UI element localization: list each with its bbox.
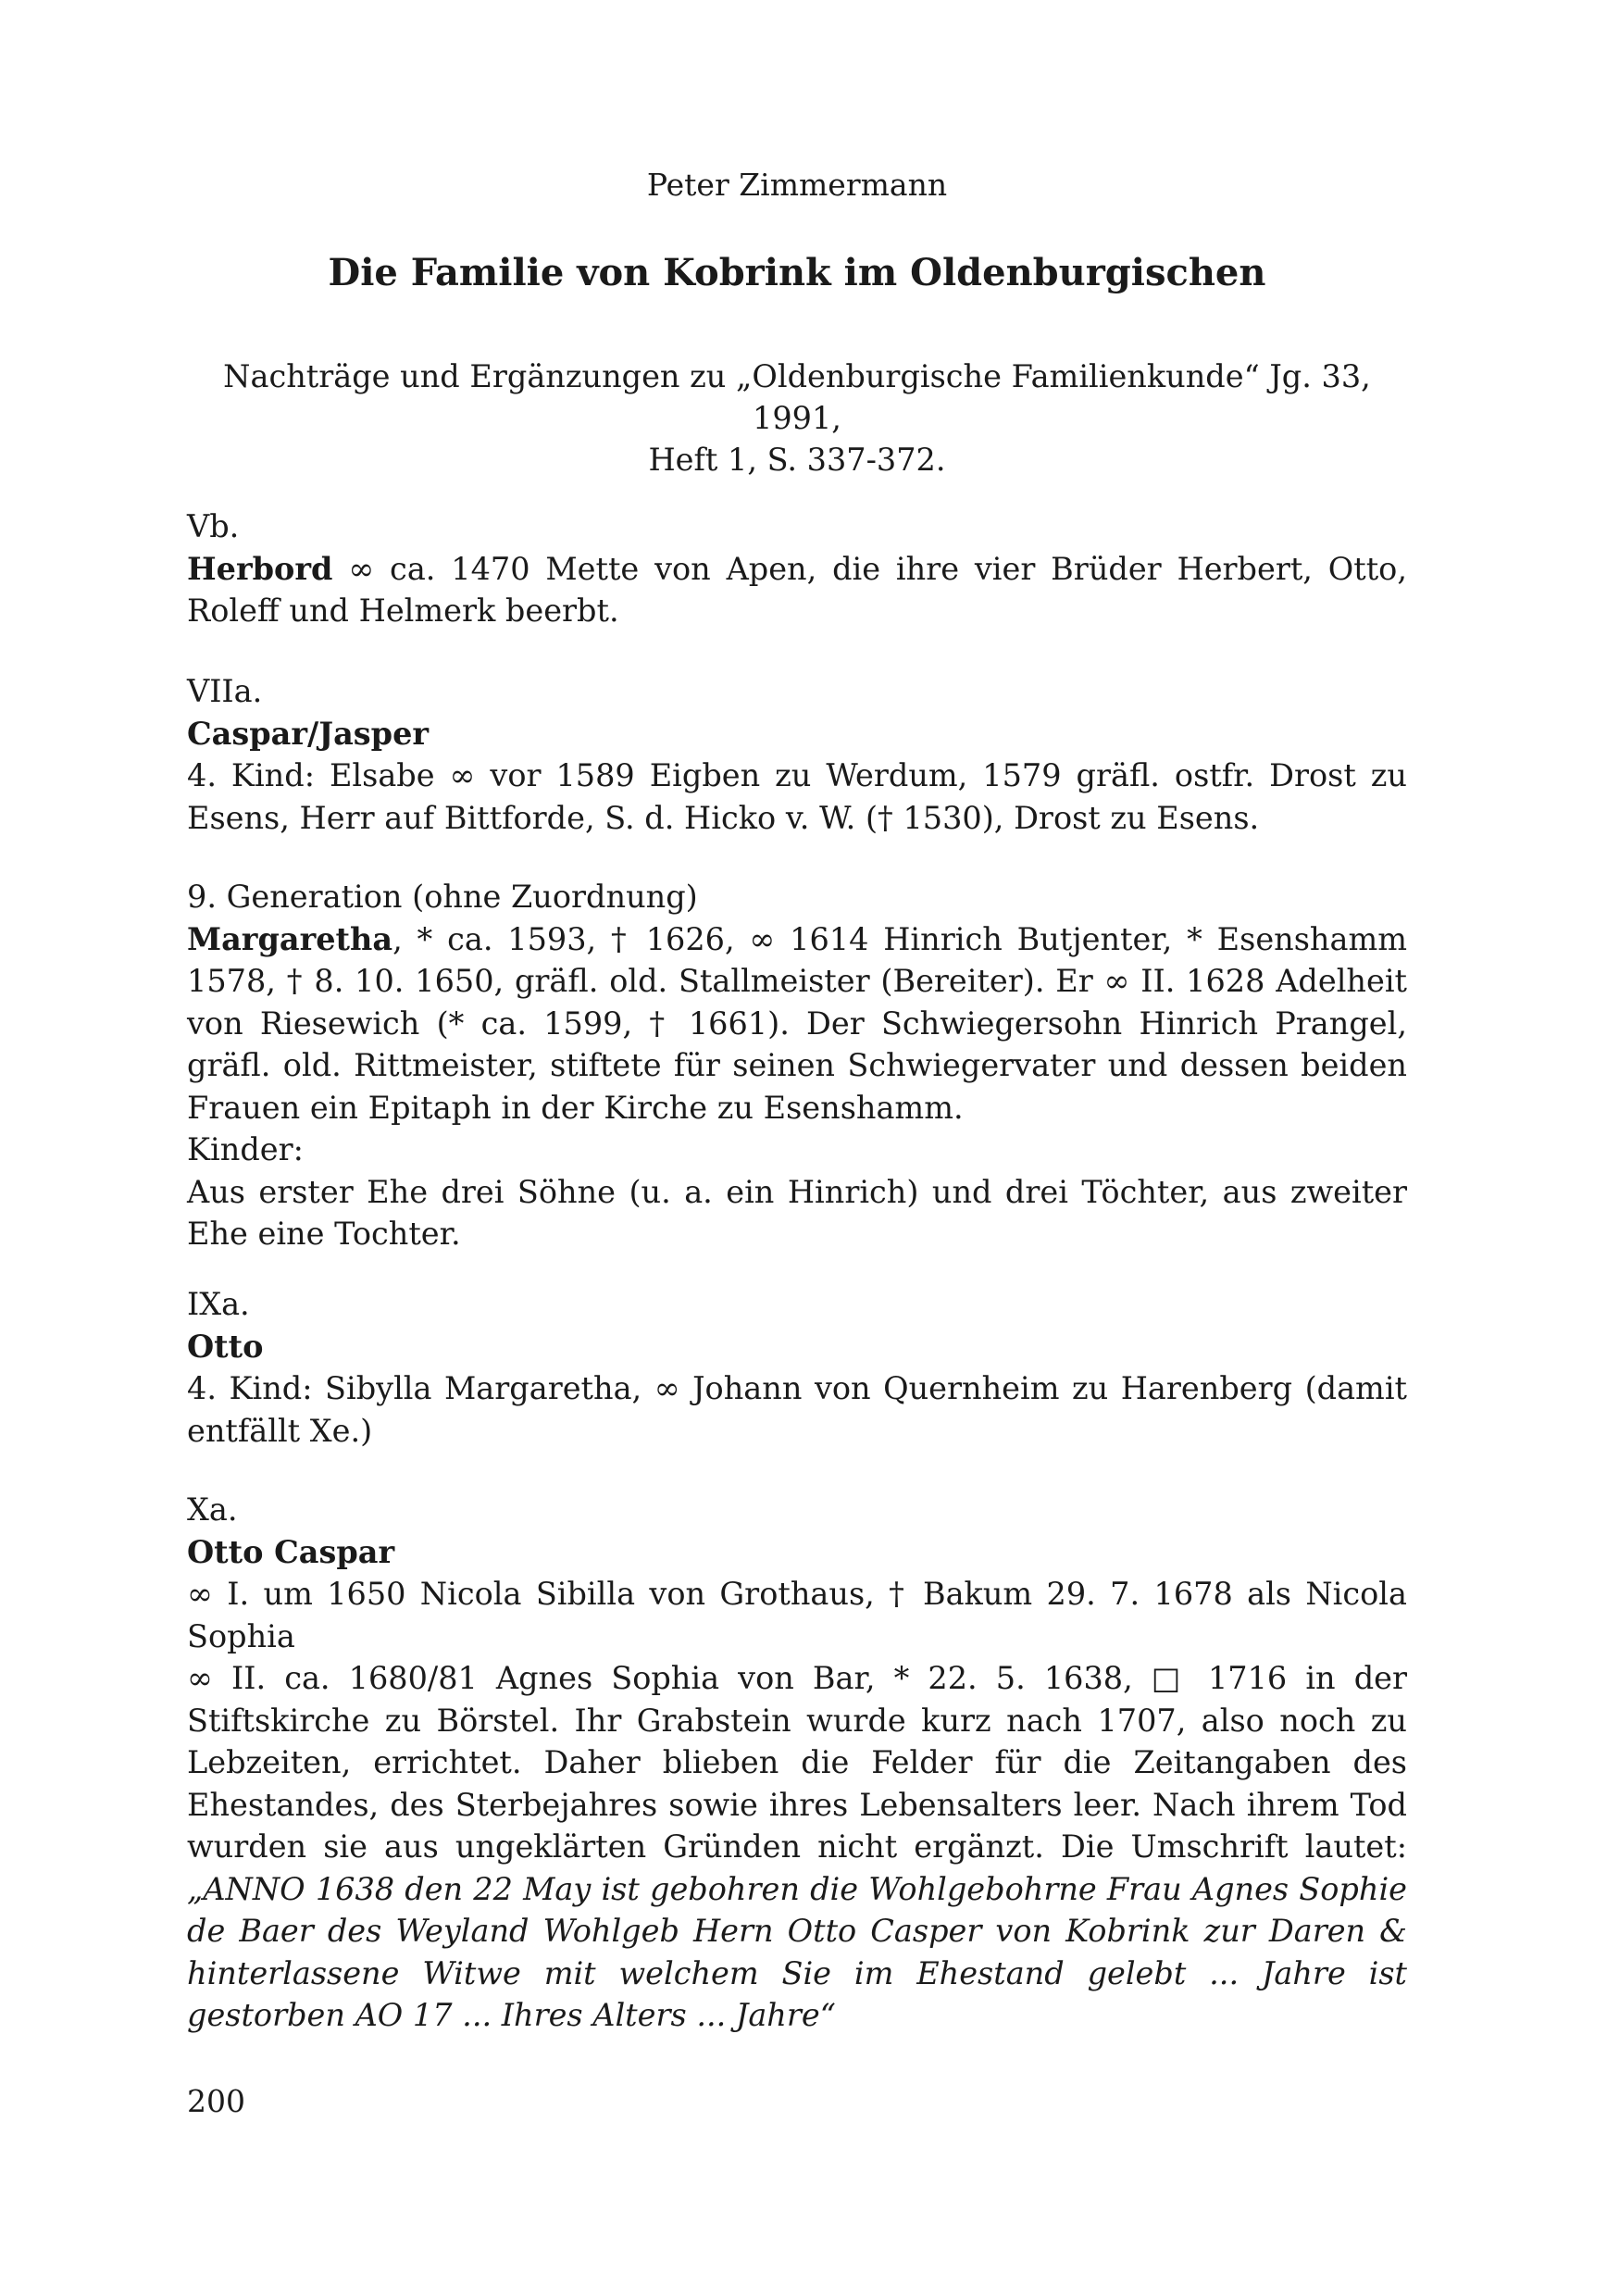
article-subtitle [187, 356, 1407, 480]
children-text: Aus erster Ehe drei Söhne (u. a. ein Hinrich) und drei Töchter, aus zweiter Ehe eine Tochter. [187, 1173, 1407, 1252]
section-text: 4. Kind: Sibylla Margaretha, ∞ Johann von Quernheim zu Harenberg (damit entfällt Xe.) [187, 1370, 1407, 1449]
inscription-quote: „ANNO 1638 den 22 May ist gebohren die Wohlgebohrne Frau Agnes Sophie de Baer des Weyland Wohlgeb Hern Otto Casper von Kobrink zur Daren & hinterlassene Witwe mit welchem Sie im Ehestand gelebt ... Jahre ist gestorben AO 17 ... Ihres Alters ... Jahre“ [187, 1870, 1407, 2033]
first-marriage-text: ∞ I. um 1650 Nicola Sibilla von Grothaus, † Bakum 29. 7. 1678 als Nicola Sophia [187, 1576, 1407, 1654]
section-text: ∞ ca. 1470 Mette von Apen, die ihre vier Brüder Herbert, Otto, Roleff und Helmerk beerbt. [187, 550, 1407, 629]
section-ixa [187, 1283, 1407, 1452]
section-xa [187, 1489, 1407, 2037]
second-marriage-text [187, 1657, 1407, 2037]
section-label: Xa. [187, 1491, 238, 1528]
section-label: Vb. [187, 508, 240, 544]
section-text: , * ca. 1593, † 1626, ∞ 1614 Hinrich Butjenter, * Esenshamm 1578, † 8. 10. 1650, gräfl. old. Stallmeister (Bereiter). Er ∞ II. 1628 Adelheit von Riesewich (* ca. 1599, † 1661). Der Schwiegersohn Hinrich Prangel, gräfl. old. Rittmeister, stiftete für seinen Schwiegervater und dessen beiden Frauen ein Epitaph in der Kirche zu Esenshamm. [187, 920, 1407, 1126]
person-name: Otto [187, 1328, 264, 1365]
person-name: Herbord [187, 550, 333, 587]
section-label: IXa. [187, 1286, 250, 1322]
section-body [187, 918, 1407, 1129]
article-title: Die Familie von Kobrink im Oldenburgischen [328, 251, 1266, 294]
section-label: VIIa. [187, 673, 263, 709]
person-name: Otto Caspar [187, 1533, 395, 1570]
section-label: 9. Generation (ohne Zuordnung) [187, 879, 698, 915]
person-name: Caspar/Jasper [187, 715, 430, 752]
section-generation-9 [187, 876, 1407, 1255]
section-body [187, 548, 1407, 632]
person-name: Margaretha [187, 920, 393, 957]
subtitle-line-2: Heft 1, S. 337-372. [648, 442, 946, 478]
section-text: 4. Kind: Elsabe ∞ vor 1589 Eigben zu Werdum, 1579 gräfl. ostfr. Drost zu Esens, Herr auf Bittforde, S. d. Hicko v. W. († 1530), Drost zu Esens. [187, 757, 1407, 836]
page-number: 200 [187, 2083, 245, 2119]
second-marriage-body: ∞ II. ca. 1680/81 Agnes Sophia von Bar, * 22. 5. 1638, □ 1716 in der Stiftskirche zu Börstel. Ihr Grabstein wurde kurz nach 1707, also noch zu Lebzeiten, errichtet. Daher blieben die Felder für die Zeitangaben des Ehestandes, des Sterbejahres sowie ihres Lebensalters leer. Nach ihrem Tod wurden sie aus ungeklärten Gründen nicht ergänzt. Die Umschrift lautet: [187, 1660, 1407, 1865]
children-label: Kinder: [187, 1131, 304, 1167]
subtitle-line-1: Nachträge und Ergänzungen zu „Oldenburgische Familienkunde“ Jg. 33, 1991, [223, 358, 1371, 436]
section-viia [187, 670, 1407, 839]
author-name: Peter Zimmermann [646, 167, 948, 203]
section-vb [187, 505, 1407, 632]
